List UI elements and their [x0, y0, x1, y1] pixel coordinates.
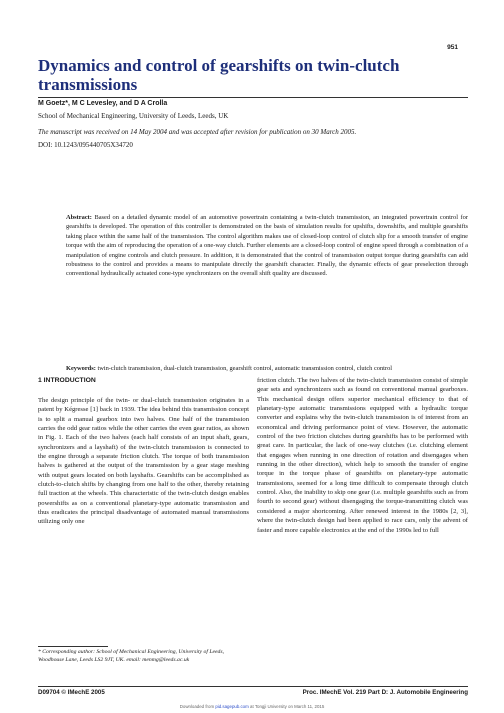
body-column-left: The design principle of the twin- or dual-clutch transmission originates in a patent by Kégresse [1] back in 1939. The idea behind this transmission concept is to split a manual gearbox into two halves. One half of the transmission carries the odd gear ratios while the other carries the even gear ratios, as shown in Fig. 1. Each of the two halves (each half consists of an input shaft, gears, synchronizers and a layshaft) of the twin-clutch transmission is connected to the engine through a separate friction clutch. The torque of both transmission halves is gathered at the output of the transmission by a gear stage meshing with output gears located on both layshafts. Gearshifts can be accomplished as clutch-to-clutch shifts by changing from one half to the other, thereby retaining full traction at the wheels. This characteristic of the twin-clutch design enables powershifts as on a conventional planetary-type automatic transmission and thus eradicates the principal disadvantage of automated manual transmissions utilizing only one: [38, 397, 249, 526]
section-heading: 1 INTRODUCTION: [38, 377, 96, 384]
author-list: M Goetz*, M C Levesley, and D A Crolla: [38, 100, 168, 107]
keywords-text: twin-clutch transmission, dual-clutch transmission, gearshift control, automatic transmission control, clutch control: [97, 365, 393, 372]
footnote-divider: [38, 646, 108, 647]
keywords: [66, 364, 468, 373]
keywords-label: Keywords:: [66, 365, 96, 372]
doi[interactable]: DOI: 10.1243/095440705X34720: [38, 141, 133, 149]
download-suffix: at Tongji University on March 11, 2015: [248, 704, 325, 709]
corresponding-author-footnote: * Corresponding author: School of Mechanical Engineering, University of Leeds, Woodhouse Lane, Leeds LS2 9JT, UK. email: menmg@leeds.ac.uk: [38, 649, 225, 663]
download-prefix: Downloaded from: [179, 704, 216, 709]
page-number: 951: [447, 44, 458, 51]
abstract-text: Based on a detailed dynamic model of an automotive powertrain containing a twin-clutch transmission, an integrated powertrain control for gearshifts is developed. The operation of this controller is demonstrated on the basis of simulation results for upshifts, downshifts, and multiple gearshifts taking place within the same half of the transmission. The control algorithm makes use of closed-loop control of clutch slip for a smooth transfer of engine torque with the aim of reproducing the operation of a one-way clutch. Further elements are a closed-loop control of engine speed through a combination of a manipulation of engine controls and clutch pressure. In addition, it is demonstrated that the control of transmission output torque during gearshifts can add robustness to the control and provides a means to manipulate directly the gearshift character. Finally, the dynamic effects of gear preselection through conventional hydraulically actuated cone-type synchronizers on the overall shift quality are discussed.: [66, 214, 468, 278]
abstract-label: Abstract:: [66, 214, 92, 221]
paper-title: Dynamics and control of gearshifts on twin-clutch transmissions: [38, 56, 400, 94]
manuscript-dates: The manuscript was received on 14 May 2004 and was accepted after revision for publication on 30 March 2005.: [38, 128, 357, 136]
footer-journal: Proc. IMechE Vol. 219 Part D: J. Automobile Engineering: [302, 689, 468, 696]
abstract: [66, 213, 468, 279]
footer-divider: [38, 686, 468, 687]
footer-copyright: D09704 © IMechE 2005: [38, 689, 105, 696]
download-notice: [0, 704, 504, 709]
affiliation: School of Mechanical Engineering, University of Leeds, Leeds, UK: [38, 112, 229, 120]
download-link[interactable]: pid.sagepub.com: [215, 704, 249, 709]
title-divider: [38, 97, 468, 98]
body-column-right: friction clutch. The two halves of the twin-clutch transmission consist of simple gear sets and synchronizers such as found on conventional manual gearboxes. This mechanical design offers superior mechanical efficiency to that of planetary-type automatic transmissions equipped with a hydraulic torque converter and explains why the twin-clutch transmission is of interest from an economical and driving performance point of view. However, the automatic control of the two friction clutches during gearshifts has to be performed with great care. In particular, the lack of one-way clutches (i.e. clutching element that engages when running in one direction of rotation and disengages when running in the other direction), which help to smooth the transfer of engine torque in the torque phase of gearshifts on planetary-type automatic transmissions, seemed for a long time difficult to compensate through clutch control. Also, the inability to skip one gear (i.e. multiple gearshifts such as from fourth to second gear) without disengaging the torque-transmitting clutch was considered a major shortcoming. After renewed interest in the 1980s [2, 3], where the twin-clutch design had been applied to race cars, only the advent of faster and more capable electronics at the end of the 1990s led to full: [257, 377, 468, 534]
